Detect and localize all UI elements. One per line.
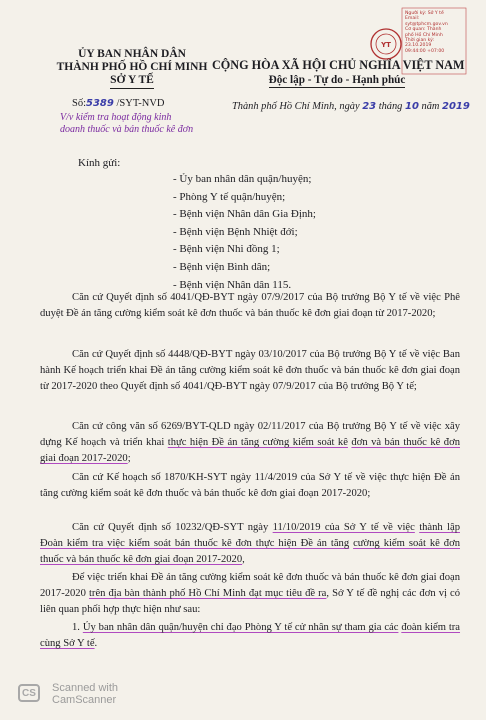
stamp-line: Thời gian ký: bbox=[405, 38, 435, 44]
greeting: Kính gửi: bbox=[78, 157, 121, 169]
date-line bbox=[232, 101, 470, 112]
camscanner-logo-icon: CS bbox=[18, 684, 40, 702]
org-line-1: ỦY BAN NHÂN DÂN bbox=[78, 48, 186, 60]
org-line-3: SỞ Y TẾ bbox=[110, 74, 154, 89]
stamp-line: Người ký: Sở Y tế bbox=[405, 11, 444, 16]
underlined-text: trên địa bàn thành phố Hồ Chí Minh đạt mục tiêu đề ra bbox=[88, 588, 327, 599]
underlined-text: cường kiểm soát kê đơn thuốc và bán thuốc kê đơn giai đoạn 2017-2020 bbox=[40, 538, 460, 565]
document-subject bbox=[60, 112, 193, 135]
underlined-text: Ủy ban nhân dân quận/huyện chỉ đạo Phòng Y tế cử nhân sự tham gia các bbox=[82, 622, 399, 633]
stamp-line: Email: bbox=[405, 16, 420, 22]
recipient-item: - Bệnh viện Bệnh Nhiệt đới; bbox=[173, 225, 298, 238]
document-number bbox=[72, 98, 165, 109]
paragraph: Căn cứ Quyết định số 4448/QĐ-BYT ngày 03/10/2017 của Bộ trưởng Bộ Y tế về việc Ban hành Kế hoạch triển khai Đề án tăng cường kiểm soát kê đơn thuốc và bán thuốc kê đơn giai đoạn từ 2017-2020 theo Quyết định số 4041/QĐ-BYT ngày 07/9/2017 của Bộ trưởng Bộ Y tế; bbox=[40, 349, 460, 392]
date-month: 10 bbox=[404, 101, 419, 112]
paragraph-text: . bbox=[94, 638, 98, 649]
underlined-text: 11/10/2019 của Sở Y tế về việc bbox=[272, 522, 415, 533]
paragraph bbox=[40, 520, 460, 568]
paragraph: Căn cứ Quyết định số 4041/QĐ-BYT ngày 07/9/2017 của Bộ trưởng Bộ Y tế về việc Phê duyệt Đề án tăng cường kiểm soát kê đơn thuốc và bán thuốc kê đơn giai đoạn từ 2017-2020; bbox=[40, 292, 460, 319]
subject-line-2: doanh thuốc và bán thuốc kê đơn bbox=[60, 123, 194, 135]
recipient-item: - Bệnh viện Nhân dân 115. bbox=[173, 278, 292, 291]
stamp-line: Cơ quan: Thành bbox=[405, 27, 442, 33]
paragraph-text: , Sở Y tế đề nghị các đơn vị có liên quan phối hợp thực hiện như sau: bbox=[40, 588, 460, 615]
date-prefix: Thành phố Hồ Chí Minh, ngày bbox=[232, 101, 363, 112]
stamp-line: 23.10.2019 bbox=[405, 43, 432, 49]
recipient-item: - Bệnh viện Nhi đồng 1; bbox=[173, 243, 280, 256]
underlined-text: đoàn kiểm tra cùng Sở Y tế bbox=[40, 622, 461, 649]
underlined-text: đơn và bán thuốc kê đơn giai đoạn 2017-2020 bbox=[40, 437, 460, 464]
paragraph-text: Để việc triển khai Đề án tăng cường kiểm soát kê đơn thuốc và bán thuốc kê đơn giai đoạn 2017-2020 bbox=[40, 572, 460, 599]
paragraph-text: Căn cứ công văn số 6269/BYT-QLD ngày 02/11/2017 của Bộ trưởng Bộ Y tế về việc xây dựng Kế hoạch và triển khai bbox=[40, 421, 460, 448]
docnum-suffix: /SYT-NVD bbox=[113, 98, 165, 109]
paragraph bbox=[40, 419, 460, 467]
stamp-line: syt@tphcm.gov.vn bbox=[405, 21, 448, 27]
paragraph-text: ; bbox=[127, 453, 131, 464]
watermark-line-1: Scanned with bbox=[52, 682, 119, 694]
paragraph: Căn cứ Kế hoạch số 1870/KH-SYT ngày 11/4/2019 của Sở Y tế về việc thực hiện Đề án tăng cường kiểm soát kê đơn thuốc và bán thuốc kê đơn giai đoạn 2017-2020; bbox=[40, 472, 460, 499]
paragraph-text: Căn cứ Quyết định số 10232/QĐ-SYT ngày bbox=[72, 522, 273, 533]
stamp-details bbox=[405, 11, 448, 54]
org-line-2: THÀNH PHỐ HỒ CHÍ MINH bbox=[56, 61, 208, 73]
watermark-line-2: CamScanner bbox=[52, 694, 117, 706]
underlined-text: thành lập Đoàn kiểm tra việc kiểm soát bán thuốc kê đơn thực hiện Đề án tăng bbox=[40, 522, 460, 549]
issuing-organization bbox=[52, 48, 212, 89]
paragraph-text: , bbox=[242, 554, 245, 565]
nation-title: CỘNG HÒA XÃ HỘI CHỦ NGHĨA VIỆT NAM bbox=[212, 58, 465, 72]
paragraph bbox=[40, 570, 460, 618]
svg-text:YT: YT bbox=[381, 41, 391, 49]
nation-motto: Độc lập - Tự do - Hạnh phúc bbox=[268, 74, 406, 86]
date-day: 23 bbox=[362, 101, 377, 112]
date-year: 2019 bbox=[442, 101, 470, 112]
recipient-item: - Phòng Y tế quận/huyện; bbox=[173, 190, 286, 203]
underlined-text: thực hiện Đề án tăng cường kiểm soát kê bbox=[167, 437, 348, 448]
recipient-item: - Ủy ban nhân dân quận/huyện; bbox=[173, 173, 312, 185]
digital-signature-stamp bbox=[368, 4, 468, 76]
docnum-prefix: Số: bbox=[72, 98, 87, 109]
subject-line-1: V/v kiểm tra hoạt động kinh bbox=[60, 112, 172, 123]
stamp-line: phố Hồ Chí Minh bbox=[405, 32, 443, 38]
docnum-handwritten: 5389 bbox=[86, 98, 114, 109]
date-text: năm bbox=[418, 101, 442, 112]
recipient-list bbox=[173, 171, 316, 294]
date-text: tháng bbox=[376, 101, 405, 112]
recipient-item: - Bệnh viện Bình dân; bbox=[173, 260, 271, 273]
list-item bbox=[40, 620, 460, 652]
list-number: 1. bbox=[72, 622, 83, 633]
stamp-line: 09:44:00 +07:00 bbox=[405, 48, 445, 54]
recipient-item: - Bệnh viện Nhân dân Gia Định; bbox=[173, 208, 316, 221]
